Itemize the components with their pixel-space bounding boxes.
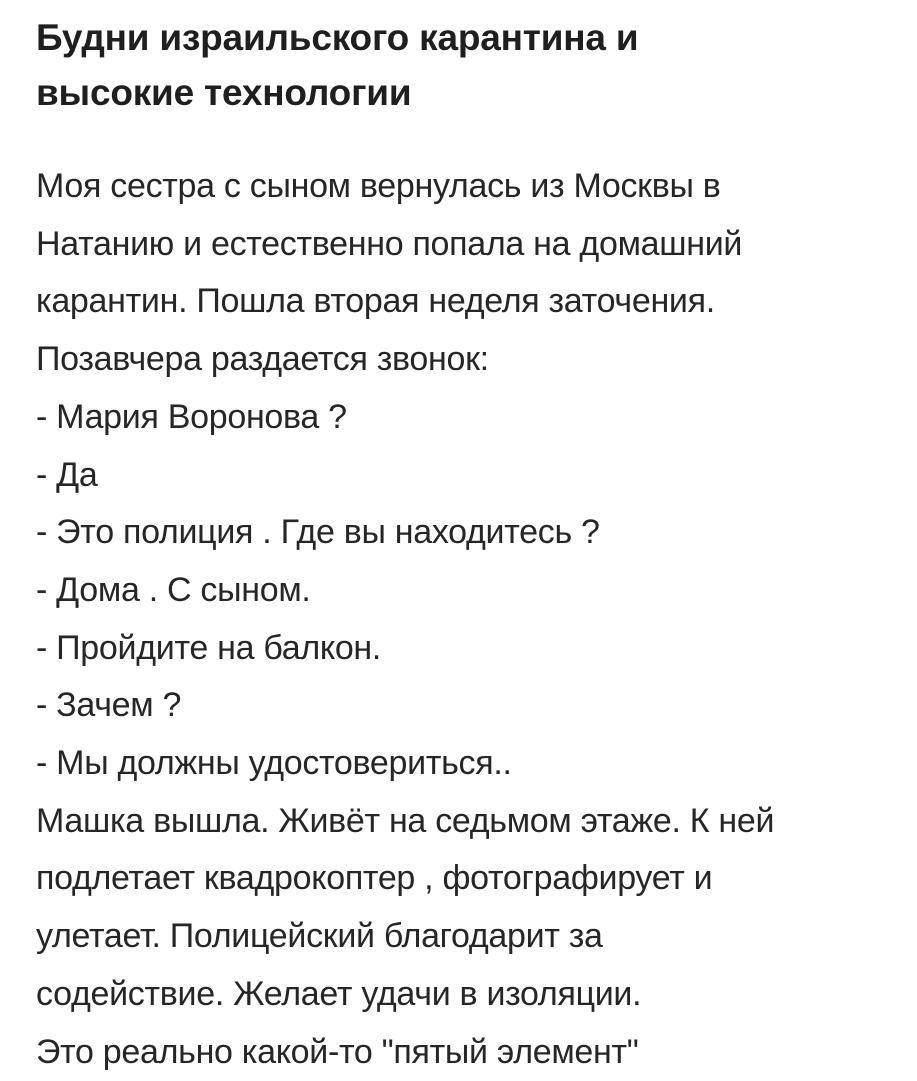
body-line: подлетает квадрокоптер , фотографирует и — [36, 859, 713, 898]
article-title — [36, 10, 896, 120]
body-line: Это реально какой-то "пятый элемент" — [36, 1032, 639, 1071]
dialogue-line: - Это полиция . Где вы находитесь ? — [36, 513, 600, 552]
body-line: карантин. Пошла вторая неделя заточения. — [36, 282, 715, 321]
body-line: Позавчера раздается звонок: — [36, 340, 489, 379]
dialogue-line: - Пройдите на балкон. — [36, 628, 382, 667]
article — [36, 10, 896, 1081]
title-line: Будни израильского карантина и — [36, 17, 639, 58]
body-line: Машка вышла. Живёт на седьмом этаже. К ней — [36, 801, 775, 840]
body-line: Моя сестра с сыном вернулась из Москвы в — [36, 167, 721, 205]
body-line: улетает. Полицейский благодарит за — [36, 917, 603, 956]
body-line: Натанию и естественно попала на домашний — [36, 224, 743, 263]
dialogue-line: - Мы должны удостовериться.. — [36, 744, 512, 783]
dialogue-line: - Да — [36, 455, 98, 494]
dialogue-line: - Мария Воронова ? — [36, 397, 347, 436]
title-line: высокие технологии — [36, 72, 412, 113]
article-body — [36, 158, 896, 1081]
dialogue-line: - Зачем ? — [36, 686, 182, 725]
body-line: содействие. Желает удачи в изоляции. — [36, 974, 642, 1013]
dialogue-line: - Дома . С сыном. — [36, 570, 311, 609]
